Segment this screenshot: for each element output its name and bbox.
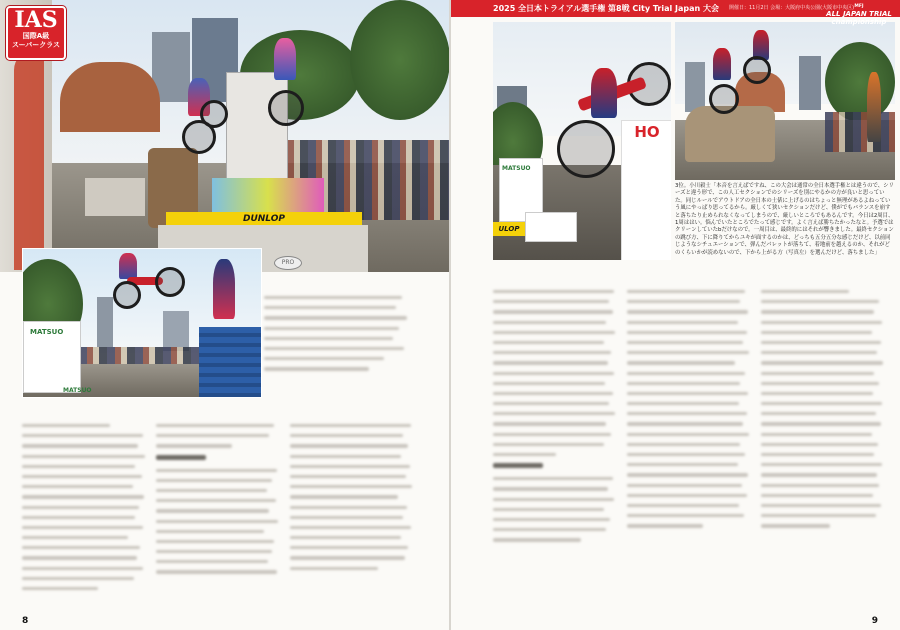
right-text-column-1 bbox=[493, 290, 619, 549]
dunlop-banner: DUNLOP bbox=[166, 212, 362, 226]
ias-badge-subtitle-1: 国際A級 bbox=[22, 32, 50, 40]
left-text-column-1 bbox=[22, 424, 148, 597]
rider-jump bbox=[109, 253, 189, 313]
matsuo-sign-text: MATSUO bbox=[30, 328, 64, 336]
watermark-line1: MFJ bbox=[854, 4, 864, 9]
left-text-column-2 bbox=[156, 424, 282, 581]
matsuo-sign-right-text: MATSUO bbox=[502, 165, 531, 172]
main-photo bbox=[0, 0, 449, 272]
header-title: 2025 全日本トライアル選手権 第8戦 City Trial Japan 大会 bbox=[493, 4, 719, 13]
watermark-line2: ALL JAPAN TRIAL bbox=[826, 10, 892, 18]
page-number-left: 8 bbox=[22, 616, 29, 626]
right-text-column-2 bbox=[627, 290, 753, 535]
left-text-column-3 bbox=[290, 424, 416, 577]
ias-class-badge bbox=[6, 6, 66, 60]
rider-right-2 bbox=[741, 26, 785, 96]
inset-photo-jump bbox=[22, 248, 262, 398]
right-page bbox=[451, 0, 900, 630]
ias-badge-title: IAS bbox=[14, 7, 58, 33]
page-number-right: 9 bbox=[871, 616, 878, 626]
watermark-line3: championship bbox=[831, 18, 887, 26]
left-page bbox=[0, 0, 449, 630]
header-meta: 開催日：11月2日 会場：大阪府中央公園(大阪市中央区) bbox=[729, 5, 855, 11]
rider-top bbox=[262, 30, 312, 140]
matsuo-low-sign-text: MATSUO bbox=[63, 387, 92, 394]
dunlop-partial: ULOP bbox=[493, 222, 525, 236]
pro-logo: PRO bbox=[274, 256, 302, 270]
right-text-column-3 bbox=[761, 290, 887, 535]
right-subhead-1 bbox=[493, 463, 543, 468]
mfj-watermark bbox=[826, 4, 892, 28]
rider-right-1 bbox=[705, 48, 745, 118]
matsuo-sign bbox=[23, 321, 81, 393]
ias-badge-subtitle-2: スーパークラス bbox=[11, 41, 61, 49]
photo-caption: 3位。小川毅士「本音を言えばですね、この大会は通常の全日本選手権とは違うので、シリーズと違う形で、この人工セクションでのシリーズを別にやるかの方が良いと思っていた。同じルールでアウトドアの全日本の土俵に上げるのはちょっと無理があるよねっていう風にやっぱり思ってるから。厳しくて狭いセクションだけど、僕がでもバランスを崩すと落ちたり止められなくなってしまうので、厳しいところでもあるんです。今日は2周目、1周ははい。悩んでいたところでたって感じです。よく言えば勝ちたかったなと。予選ではクリーンしていたbだけなので。一周目は、最終的にはそれが響きました。最終セクションの跳び方、下に降りてからユキが面するのかは、どっちも五分五分な感じだけど、以前同じようなシチュエーションで、弾んだパレットが落ちて、着地前を越えるのか、それがどのくらいかが読めないので、下から上がる方（写真左）を選んだけど、落ちました」 bbox=[675, 183, 895, 261]
honda-sign: HO bbox=[621, 120, 671, 260]
right-photo-1 bbox=[493, 22, 671, 260]
rider-honda bbox=[547, 58, 667, 178]
left-subhead-1 bbox=[156, 455, 206, 460]
rider-left bbox=[178, 72, 226, 162]
left-side-text-column bbox=[264, 296, 414, 378]
right-photo-2 bbox=[675, 22, 895, 180]
